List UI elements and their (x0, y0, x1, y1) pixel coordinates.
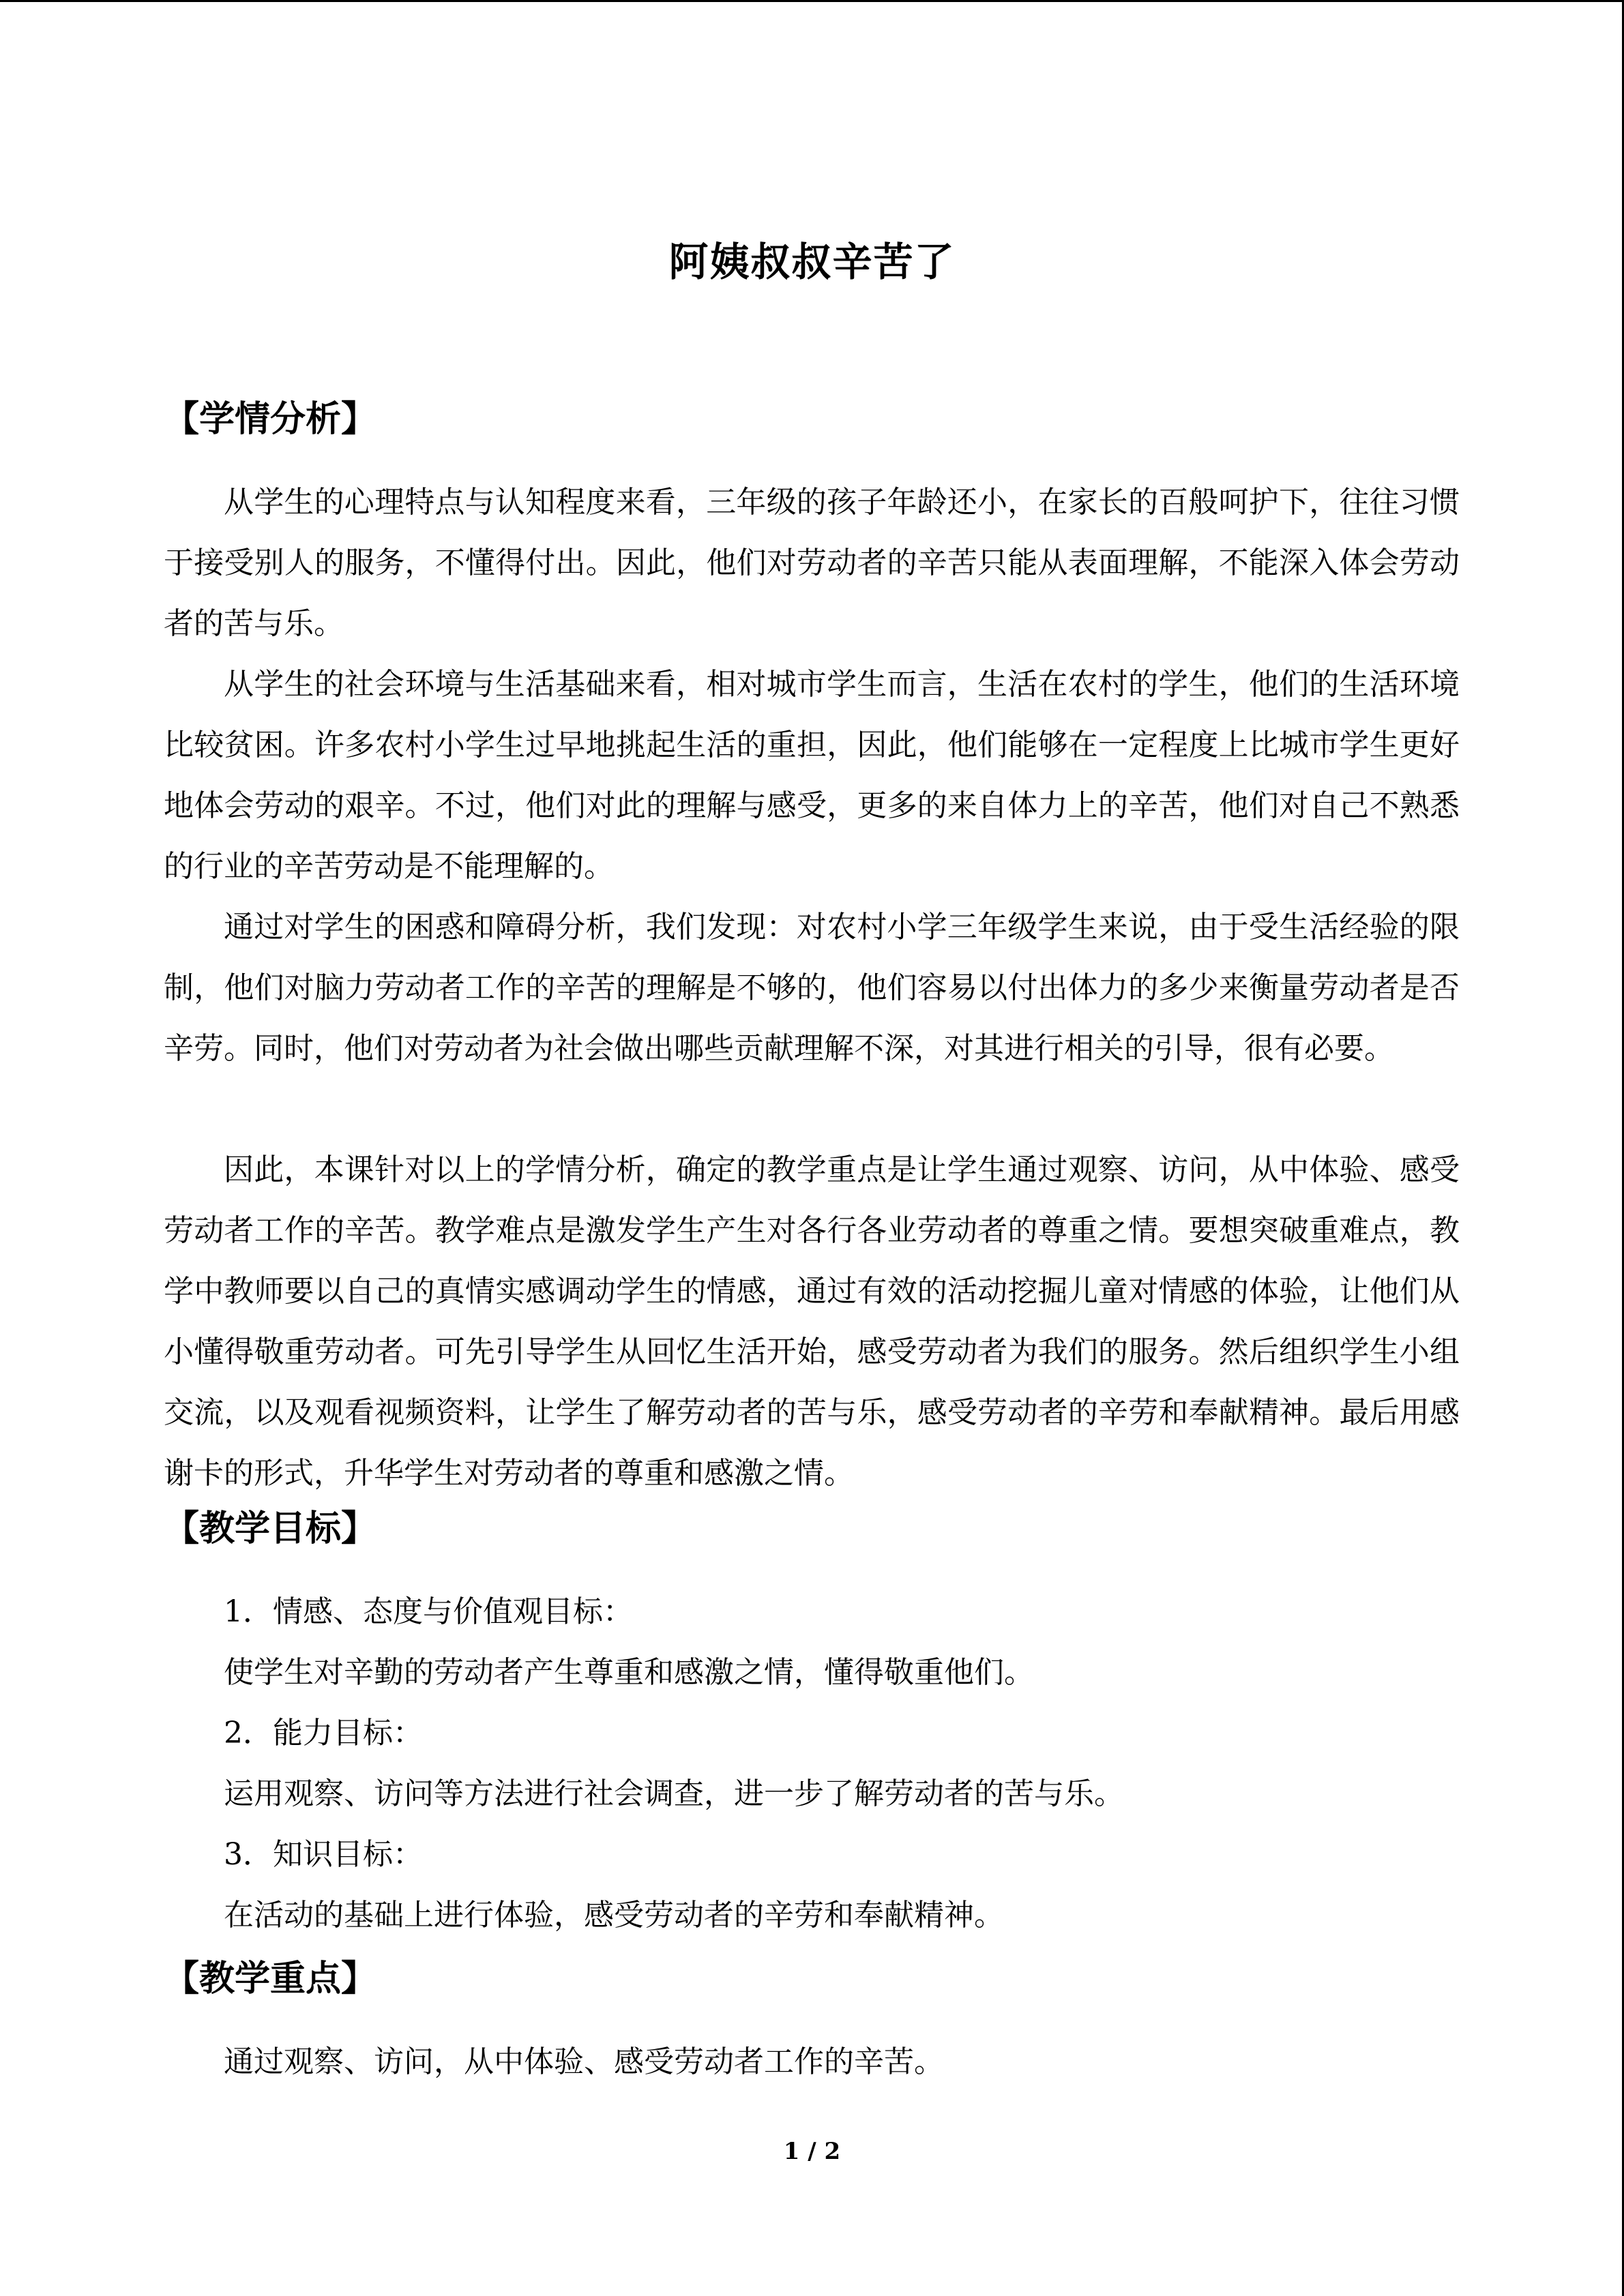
objective-item: 使学生对辛勤的劳动者产生尊重和感激之情，懂得敬重他们。 (224, 1655, 1034, 1690)
objective-item: 2．能力目标： (224, 1716, 423, 1750)
page-number: 1 / 2 (783, 2138, 841, 2165)
document-title: 阿姨叔叔辛苦了 (668, 238, 956, 285)
analysis-paragraph-3: 通过对学生的困惑和障碍分析，我们发现：对农村小学三年级学生来说，由于受生活经验的限制，他们对脑力劳动者工作的辛苦的理解是不够的，他们容易以付出体力的多少来衡量劳动者是否辛劳。同时，他们对劳动者为社会做出哪些贡献理解不深，对其进行相关的引导，很有必要。 (164, 910, 1460, 1066)
analysis-paragraph-4: 因此，本课针对以上的学情分析，确定的教学重点是让学生通过观察、访问，从中体验、感受劳动者工作的辛苦。教学难点是激发学生产生对各行各业劳动者的尊重之情。要想突破重难点，教学中教师要以自己的真情实感调动学生的情感，通过有效的活动挖掘儿童对情感的体验，让他们从小懂得敬重劳动者。可先引导学生从回忆生活开始，感受劳动者为我们的服务。然后组织学生小组交流，以及观看视频资料，让学生了解劳动者的苦与乐，感受劳动者的辛劳和奉献精神。最后用感谢卡的形式，升华学生对劳动者的尊重和感激之情。 (164, 1152, 1460, 1491)
section-heading-objectives: 【教学目标】 (164, 1508, 377, 1549)
section-heading-analysis: 【学情分析】 (164, 398, 377, 440)
section-heading-key-points: 【教学重点】 (164, 1958, 377, 1999)
objective-item: 运用观察、访问等方法进行社会调查，进一步了解劳动者的苦与乐。 (224, 1776, 1124, 1811)
key-points-paragraph: 通过观察、访问，从中体验、感受劳动者工作的辛苦。 (224, 2044, 944, 2079)
analysis-paragraph-2: 从学生的社会环境与生活基础来看，相对城市学生而言，生活在农村的学生，他们的生活环境比较贫困。许多农村小学生过早地挑起生活的重担，因此，他们能够在一定程度上比城市学生更好地体会劳动的艰辛。不过，他们对此的理解与感受，更多的来自体力上的辛苦，他们对自己不熟悉的行业的辛苦劳动是不能理解的。 (164, 667, 1460, 884)
analysis-paragraph-1: 从学生的心理特点与认知程度来看，三年级的孩子年龄还小，在家长的百般呵护下，往往习惯于接受别人的服务，不懂得付出。因此，他们对劳动者的辛苦只能从表面理解，不能深入体会劳动者的苦与乐。 (164, 485, 1460, 641)
objective-item: 在活动的基础上进行体验，感受劳动者的辛劳和奉献精神。 (224, 1898, 1004, 1933)
objective-item: 3．知识目标： (224, 1837, 423, 1872)
objective-item: 1．情感、态度与价值观目标： (224, 1594, 633, 1629)
